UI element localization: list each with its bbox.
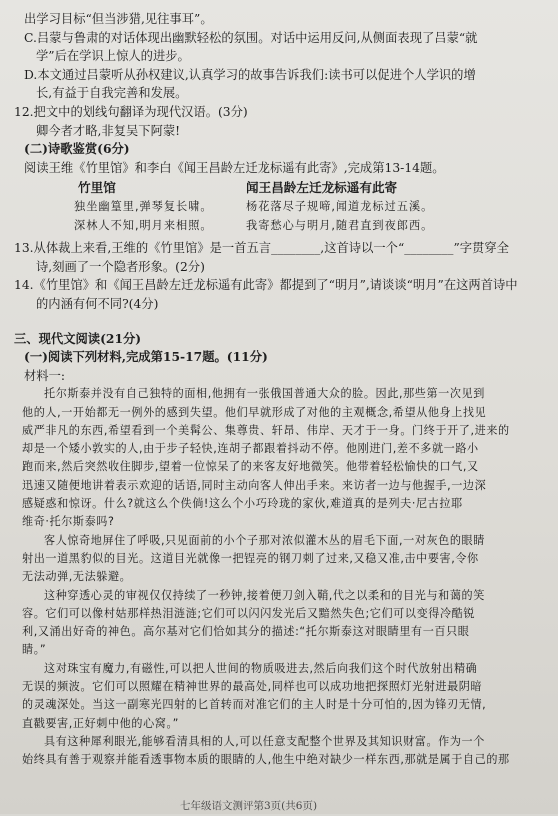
question-14-line: 的内涵有何不同?(4分) xyxy=(36,296,159,311)
passage-line: 感疑惑和惊讶。什么?就这么个佚倘!这么个小巧玲珑的家伙,难道真的是列夫·尼古拉耶 xyxy=(22,497,463,511)
passage-line: 利,又涌出好奇的神色。高尔基对它们恰如其分的描述:“托尔斯泰这对眼睛里有一百只眼 xyxy=(22,625,470,639)
poem-row xyxy=(14,198,544,217)
question-13-line: 13.从体裁上来看,王维的《竹里馆》是一首五言________,这首诗以一个“________”字贯穿全 xyxy=(14,241,509,256)
passage-line: 托尔斯泰并没有自己独特的面相,他拥有一张俄国普通大众的脸。因此,那些第一次见到 xyxy=(44,387,485,401)
poem-titles xyxy=(14,179,544,198)
passage-line: 跑而来,然后突然收住脚步,望着一位惊呆了的来客友好地微笑。他带着轻松愉快的口气,又 xyxy=(22,460,479,474)
passage-line: 维奇·托尔斯泰吗? xyxy=(22,515,115,529)
question-12 xyxy=(14,103,544,140)
passage-line: 客人惊奇地屏住了呼吸,只见面前的小个子那对浓似灌木丛的眉毛下面,一对灰色的眼睛 xyxy=(44,533,485,547)
section-intro: 阅读王维《竹里馆》和李白《闻王昌龄左迁龙标遥有此寄》,完成第13-14题。 xyxy=(24,160,445,175)
passage-line: 威严非凡的东西,希望看到一个美髯公、集尊贵、轩昂、伟岸、天才于一身。门终于开了,进来的 xyxy=(22,423,510,437)
option-c: C.吕蒙与鲁肃的对话体现出幽默轻松的氛围。对话中运用反问,从侧面表现了吕蒙“就 xyxy=(24,30,478,45)
section-poetry xyxy=(14,140,544,235)
passage-line: 容。它们可以像村姑那样热泪涟涟;它们可以闪闪发光后又黯然失色;它们可以变得冷酷锐 xyxy=(22,606,476,620)
section-subheading: (一)阅读下列材料,完成第15-17题。(11分) xyxy=(24,349,268,365)
top-options xyxy=(14,10,544,103)
poem-title-a: 竹里馆 xyxy=(78,180,116,196)
passage-line: 具有这种犀利眼光,能够看清具相的人,可以任意支配整个世界及其知识财富。作为一个 xyxy=(44,734,485,748)
question-14 xyxy=(14,276,544,313)
question-13-line: 诗,刻画了一个隐者形象。(2分) xyxy=(36,259,205,274)
poem-row xyxy=(14,217,544,236)
section-modern-reading xyxy=(14,330,544,386)
material-label: 材料一: xyxy=(24,368,66,383)
passage-line: 始终具有善于观察并能看透事物本质的眼睛的人,他生中绝对缺少一样东西,那就是属于自己的那 xyxy=(22,753,510,767)
passage-line: 这对珠宝有魔力,有磁性,可以把人世间的物质吸进去,然后向我们这个时代放射出精确 xyxy=(44,661,478,675)
text-line: 学”后在学识上惊人的进步。 xyxy=(36,49,190,64)
poem-line-a: 独坐幽篁里,弹琴复长啸。 xyxy=(74,199,213,213)
passage-line: 无法动弹,无法躲避。 xyxy=(22,570,132,584)
passage-line: 无误的频波。它们可以照耀在精神世界的最高处,同样也可以成功地把探照灯光射进最阴暗 xyxy=(22,680,483,694)
section-heading: 三、现代文阅读(21分) xyxy=(14,330,142,346)
section-heading: (二)诗歌鉴赏(6分) xyxy=(24,141,130,157)
poem-line-b: 杨花落尽子规啼,闻道龙标过五溪。 xyxy=(246,199,434,213)
passage-line: 迅速又随便地讲着表示欢迎的话语,同时主动向客人伸出手来。来访者一边与他握手,一边深 xyxy=(22,478,487,492)
passage-line: 的灵魂深处。当这一副寒光四射的匕首转而对准它们的主人时是十分可怕的,因为锋刃无情, xyxy=(22,698,487,712)
question-12-prompt: 12.把文中的划线句翻译为现代汉语。(3分) xyxy=(14,104,248,119)
passage-line: 射出一道黑豹似的目光。这道目光就像一把锃亮的钢刀刺了过来,又稳又准,击中要害,令你 xyxy=(22,551,479,565)
poem-title-b: 闻王昌龄左迁龙标遥有此寄 xyxy=(246,180,398,196)
passage-line: 直戳要害,正好刺中他的心窝。” xyxy=(22,716,179,730)
reading-passage xyxy=(14,385,544,769)
passage-line: 这种穿透心灵的审视仅仅持续了一秒钟,接着便刀剑入鞘,代之以柔和的目光与和蔼的笑 xyxy=(44,588,485,602)
passage-line: 他的人,一开始都无一例外的感到失望。他们早就形成了对他的主观概念,希望从他身上找见 xyxy=(22,405,487,419)
text-line: 长,有益于自我完善和发展。 xyxy=(36,86,188,101)
passage-line: 却是一个矮小敦实的人,由于步子轻快,连胡子都跟着抖动不停。他刚进门,差不多就一路小 xyxy=(22,442,479,456)
page-footer: 七年级语文测评第3页(共6页) xyxy=(180,800,318,813)
option-d: D.本文通过吕蒙听从孙权建议,认真学习的故事告诉我们:读书可以促进个人学识的增 xyxy=(24,67,476,82)
passage-line: 睛。” xyxy=(22,643,47,657)
question-12-sentence: 卿今者才略,非复吴下阿蒙! xyxy=(36,123,181,138)
poem-line-a: 深林人不知,明月来相照。 xyxy=(74,218,213,232)
question-14-line: 14.《竹里馆》和《闻王昌龄左迁龙标遥有此寄》都提到了“明月”,请谈谈“明月”在这两首诗中 xyxy=(14,278,518,293)
question-13 xyxy=(14,239,544,276)
text-line: 出学习目标“但当涉猎,见往事耳”。 xyxy=(24,12,213,26)
poem-line-b: 我寄愁心与明月,随君直到夜郎西。 xyxy=(246,218,434,232)
